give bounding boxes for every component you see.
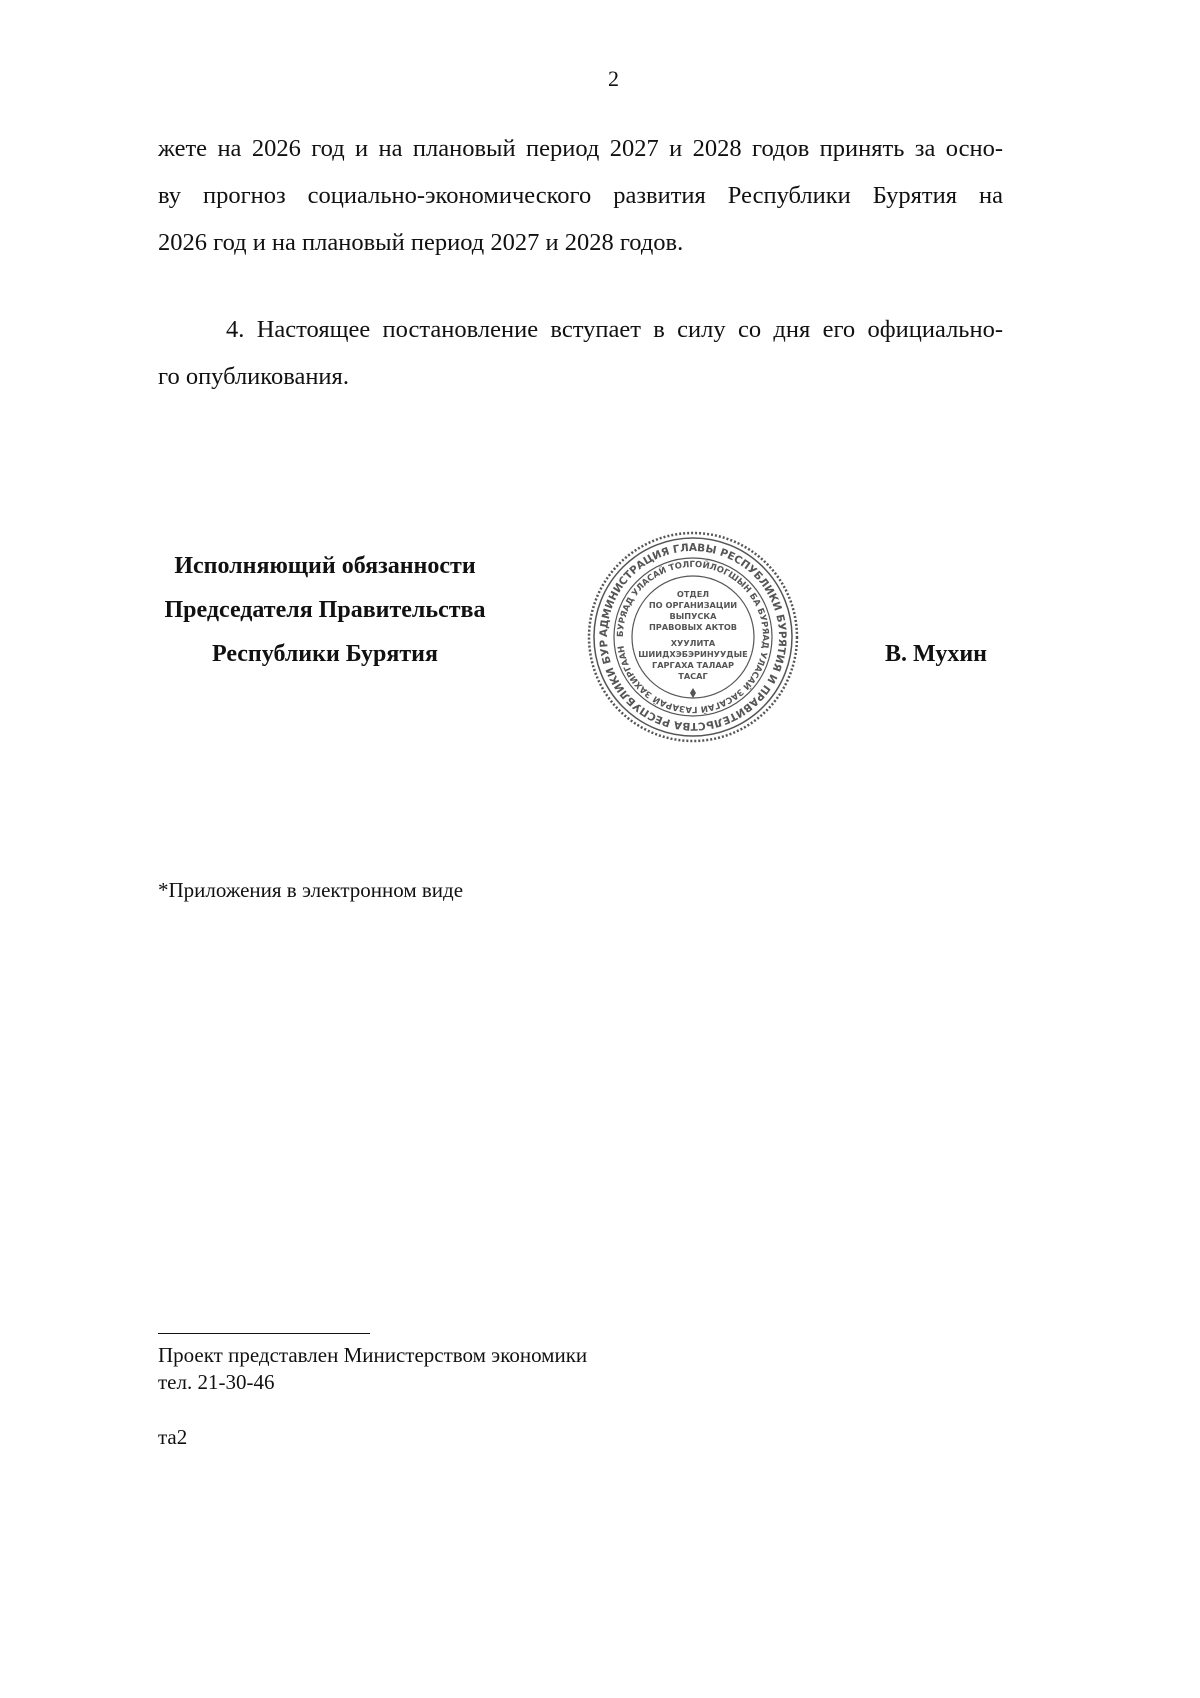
phone-number: тел. 21-30-46 <box>158 1370 275 1394</box>
paragraph-adoption <box>158 125 1003 266</box>
paragraph-line: 2026 год и на плановый период 2027 и 2028 годов. <box>158 229 684 256</box>
document-code: та2 <box>158 1425 188 1449</box>
signatory-title <box>145 544 505 676</box>
seal-center-line: ТАСАГ <box>678 671 708 681</box>
footer-divider <box>158 1333 370 1334</box>
page-number: 2 <box>608 66 619 91</box>
paragraph-line: го опубликования. <box>158 363 349 390</box>
signatory-title-line: Исполняющий обязанности <box>174 553 476 579</box>
signatory-title-line: Республики Бурятия <box>211 641 438 667</box>
seal-center-line: ВЫПУСКА <box>669 611 717 621</box>
paragraph-effective-date <box>158 306 1003 400</box>
seal-center-line: ГАРГАХА ТАЛААР <box>651 660 735 670</box>
seal-center-line: ПО ОРГАНИЗАЦИИ <box>648 600 738 610</box>
seal-center-line: ПРАВОВЫХ АКТОВ <box>648 622 738 632</box>
official-seal <box>586 530 800 744</box>
paragraph-line: жете на 2026 год и на плановый период 2027 и 2028 годов принять за осно- <box>158 135 1003 162</box>
seal-star-icon <box>690 688 696 698</box>
seal-center-line: ХУУЛИТА <box>670 638 716 648</box>
paragraph-line: ву прогноз социально-экономического развития Республики Бурятия на <box>158 182 1003 209</box>
footer-block <box>158 1342 587 1396</box>
signatory-title-line: Председателя Правительства <box>164 597 486 623</box>
seal-graphic <box>586 530 800 744</box>
seal-outer-text: АДМИНИСТРАЦИЯ ГЛАВЫ РЕСПУБЛИКИ БУРЯТИЯ И ПРАВИТЕЛЬСТВА РЕСПУБЛИКИ БУР <box>597 541 789 733</box>
paragraph-line: 4. Настоящее постановление вступает в силу со дня его официально- <box>226 316 1003 343</box>
seal-center-line: ОТДЕЛ <box>676 589 710 599</box>
seal-inner-text: БУРЯАД УЛАСАЙ ТОЛГОЙЛОГШЫН БА БУРЯАД УЛАСАЙ ЗАСАГАЙ ГАЗАРАЙ ЗАХИРГААН <box>615 559 771 715</box>
attachment-note: *Приложения в электронном виде <box>158 878 464 902</box>
signatory-name: В. Мухин <box>885 641 987 667</box>
seal-center-line: ШИИДХЭБЭРИНУУДЫЕ <box>638 649 748 659</box>
prepared-by: Проект представлен Министерством экономики <box>158 1343 588 1367</box>
